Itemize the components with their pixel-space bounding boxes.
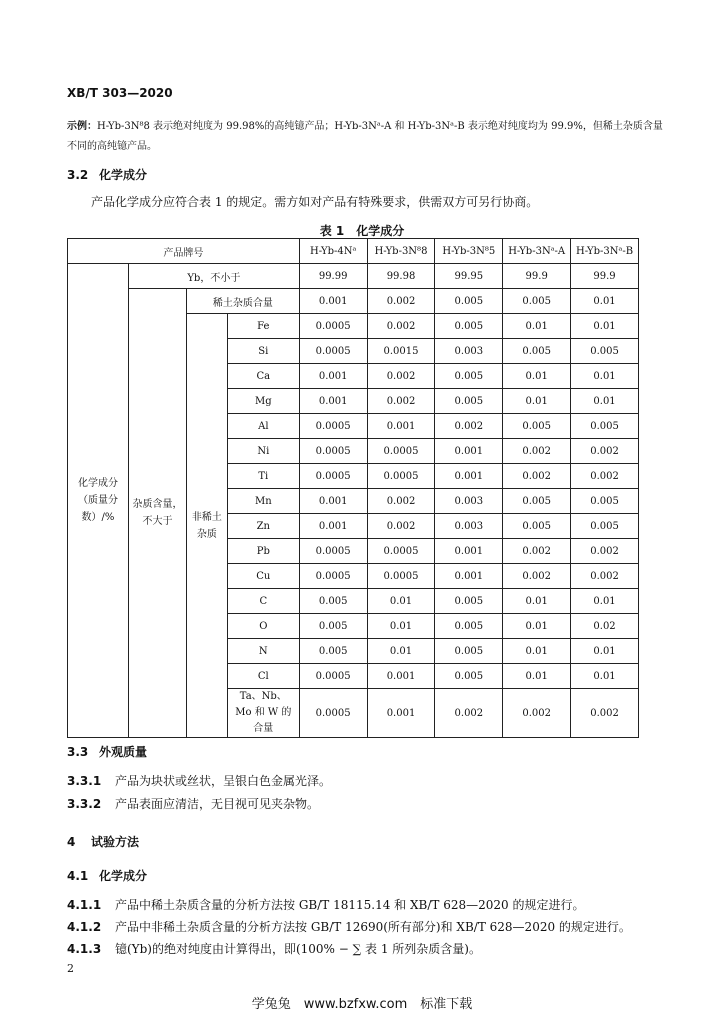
value-cell: 0.02: [571, 614, 639, 639]
re-impurity-label: 稀土杂质合量: [186, 289, 299, 314]
element-cell: Cl: [227, 664, 299, 689]
section-number: 4.1: [67, 869, 89, 883]
value-cell: 0.005: [503, 514, 571, 539]
value-cell: 0.005: [299, 614, 367, 639]
table-caption: 表 1 化学成分: [319, 224, 405, 238]
header-label: 产品牌号: [68, 239, 300, 264]
value-cell: 99.98: [367, 264, 435, 289]
grade-header: H-Yb-3N⁸5: [435, 239, 503, 264]
value-cell: 0.002: [571, 689, 639, 738]
impurity-label-cell: [128, 289, 186, 738]
yb-label: Yb，不小于: [128, 264, 299, 289]
value-cell: 99.99: [299, 264, 367, 289]
section-3-3-heading: [67, 743, 147, 760]
clause-4-1-3: 4.1.3 镱(Yb)的绝对纯度由计算得出，即(100% − ∑ 表 1 所列杂质含量)。: [67, 942, 481, 956]
value-cell: 0.002: [503, 539, 571, 564]
value-cell: 0.0005: [299, 664, 367, 689]
clause-3-3-2: 3.3.2 产品表面应清洁，无目视可见夹杂物。: [67, 797, 320, 811]
value-cell: 0.001: [435, 464, 503, 489]
document-code: XB/T 303—2020: [67, 86, 173, 100]
grade-header: H-Yb-4Nᵃ: [299, 239, 367, 264]
element-cell: Mg: [227, 389, 299, 414]
section-3-2-heading: [67, 166, 147, 183]
value-cell: 99.95: [435, 264, 503, 289]
value-cell: 0.0005: [299, 539, 367, 564]
section-4-heading: [67, 833, 139, 850]
value-cell: 0.001: [435, 564, 503, 589]
value-cell: 0.0005: [367, 439, 435, 464]
table-row: [68, 264, 639, 289]
value-cell: 0.005: [435, 314, 503, 339]
value-cell: 0.002: [367, 364, 435, 389]
value-cell: 0.005: [571, 514, 639, 539]
section-4-1-heading: [67, 867, 147, 884]
element-cell: N: [227, 639, 299, 664]
value-cell: 0.005: [435, 389, 503, 414]
value-cell: 0.001: [367, 689, 435, 738]
value-cell: 0.002: [503, 564, 571, 589]
value-cell: 0.005: [435, 364, 503, 389]
value-cell: 0.0005: [299, 464, 367, 489]
value-cell: 0.01: [503, 664, 571, 689]
value-cell: 0.005: [435, 589, 503, 614]
value-cell: 0.0005: [299, 564, 367, 589]
value-cell: 0.0005: [367, 464, 435, 489]
non-re-label: 非稀土杂质: [191, 511, 222, 540]
value-cell: 0.001: [299, 389, 367, 414]
value-cell: 0.01: [503, 639, 571, 664]
value-cell: 0.005: [503, 414, 571, 439]
value-cell: 0.002: [571, 564, 639, 589]
table-header-row: [68, 239, 639, 264]
value-cell: 0.001: [367, 664, 435, 689]
value-cell: 0.002: [367, 314, 435, 339]
grade-header: H-Yb-3N⁸8: [367, 239, 435, 264]
value-cell: 0.001: [367, 414, 435, 439]
value-cell: 0.005: [299, 589, 367, 614]
value-cell: 0.0005: [299, 689, 367, 738]
element-cell: Al: [227, 414, 299, 439]
value-cell: 99.9: [503, 264, 571, 289]
section-number: 3.2: [67, 168, 89, 182]
value-cell: 0.003: [435, 489, 503, 514]
element-cell: Zn: [227, 514, 299, 539]
value-cell: 0.002: [367, 489, 435, 514]
value-cell: 0.01: [503, 614, 571, 639]
value-cell: 0.005: [435, 614, 503, 639]
value-cell: 0.01: [503, 364, 571, 389]
value-cell: 0.002: [435, 689, 503, 738]
value-cell: 0.002: [503, 464, 571, 489]
value-cell: 0.003: [435, 339, 503, 364]
value-cell: 0.01: [367, 639, 435, 664]
example-text: H-Yb-3N⁸8 表示绝对纯度为 99.98%的高纯镱产品；H-Yb-3Nᵃ-A 和 H-Yb-3Nᵃ-B 表示绝对纯度均为 99.9%，但稀土杂质含量不同的高纯镱产品。: [67, 121, 663, 152]
value-cell: 0.01: [571, 389, 639, 414]
clause-4-1-2: 4.1.2 产品中非稀土杂质含量的分析方法按 GB/T 12690(所有部分)和 XB/T 628—2020 的规定进行。: [67, 920, 631, 934]
grade-header: H-Yb-3Nᵃ-B: [571, 239, 639, 264]
value-cell: 0.01: [367, 614, 435, 639]
element-cell: O: [227, 614, 299, 639]
value-cell: 0.01: [503, 389, 571, 414]
value-cell: 0.0005: [367, 564, 435, 589]
value-cell: 0.0015: [367, 339, 435, 364]
element-cell: Cu: [227, 564, 299, 589]
section-title: 化学成分: [99, 869, 148, 883]
element-cell: Mn: [227, 489, 299, 514]
value-cell: 0.005: [503, 489, 571, 514]
value-cell: 0.002: [367, 514, 435, 539]
section-title: 试验方法: [91, 835, 140, 849]
value-cell: 0.003: [435, 514, 503, 539]
value-cell: 0.01: [367, 589, 435, 614]
value-cell: 0.005: [571, 414, 639, 439]
value-cell: 0.001: [299, 364, 367, 389]
element-cell: Pb: [227, 539, 299, 564]
element-cell: Ca: [227, 364, 299, 389]
value-cell: 0.01: [571, 289, 639, 314]
section-number: 3.3: [67, 745, 89, 759]
value-cell: 99.9: [571, 264, 639, 289]
value-cell: 0.005: [571, 339, 639, 364]
value-cell: 0.005: [571, 489, 639, 514]
example-note: [67, 117, 667, 157]
clause-4-1-1: 4.1.1 产品中稀土杂质含量的分析方法按 GB/T 18115.14 和 XB/T 628—2020 的规定进行。: [67, 898, 585, 912]
grade-header: H-Yb-3Nᵃ-A: [503, 239, 571, 264]
value-cell: 0.002: [503, 689, 571, 738]
value-cell: 0.0005: [299, 314, 367, 339]
section-number: 4: [67, 835, 76, 849]
value-cell: 0.005: [435, 664, 503, 689]
value-cell: 0.002: [503, 439, 571, 464]
element-cell: C: [227, 589, 299, 614]
value-cell: 0.01: [503, 589, 571, 614]
value-cell: 0.01: [571, 664, 639, 689]
group-label-cell: [68, 264, 129, 738]
value-cell: 0.01: [571, 589, 639, 614]
example-label: 示例：: [67, 121, 97, 132]
composition-table: [67, 238, 639, 738]
value-cell: 0.005: [435, 639, 503, 664]
value-cell: 0.0005: [367, 539, 435, 564]
element-cell: Ni: [227, 439, 299, 464]
value-cell: 0.01: [571, 314, 639, 339]
element-cell: Ta、Nb、Mo 和 W 的合量: [227, 689, 299, 738]
value-cell: 0.001: [299, 514, 367, 539]
value-cell: 0.002: [435, 414, 503, 439]
value-cell: 0.0005: [299, 439, 367, 464]
impurity-label: 杂质含量，不大于: [132, 499, 183, 527]
page-number: 2: [67, 962, 74, 975]
section-title: 外观质量: [99, 745, 148, 759]
value-cell: 0.005: [503, 339, 571, 364]
value-cell: 0.0005: [299, 339, 367, 364]
value-cell: 0.01: [571, 639, 639, 664]
value-cell: 0.002: [571, 464, 639, 489]
value-cell: 0.002: [571, 439, 639, 464]
value-cell: 0.001: [435, 439, 503, 464]
element-cell: Ti: [227, 464, 299, 489]
value-cell: 0.0005: [299, 414, 367, 439]
value-cell: 0.002: [367, 389, 435, 414]
value-cell: 0.005: [503, 289, 571, 314]
value-cell: 0.005: [299, 639, 367, 664]
value-cell: 0.001: [299, 289, 367, 314]
section-3-2-text: 产品化学成分应符合表 1 的规定。需方如对产品有特殊要求，供需双方可另行协商。: [91, 195, 539, 209]
value-cell: 0.01: [571, 364, 639, 389]
table-row: [68, 289, 639, 314]
group-label: 化学成分（质量分数）/%: [77, 478, 118, 523]
clause-3-3-1: 3.3.1 产品为块状或丝状，呈银白色金属光泽。: [67, 774, 332, 788]
value-cell: 0.002: [367, 289, 435, 314]
value-cell: 0.01: [503, 314, 571, 339]
value-cell: 0.002: [571, 539, 639, 564]
value-cell: 0.001: [299, 489, 367, 514]
element-cell: Si: [227, 339, 299, 364]
non-re-label-cell: [186, 314, 227, 738]
value-cell: 0.001: [435, 539, 503, 564]
section-title: 化学成分: [99, 168, 148, 182]
element-cell: Fe: [227, 314, 299, 339]
footer-watermark: 学兔兔 www.bzfxw.com 标准下载: [251, 997, 473, 1012]
value-cell: 0.005: [435, 289, 503, 314]
